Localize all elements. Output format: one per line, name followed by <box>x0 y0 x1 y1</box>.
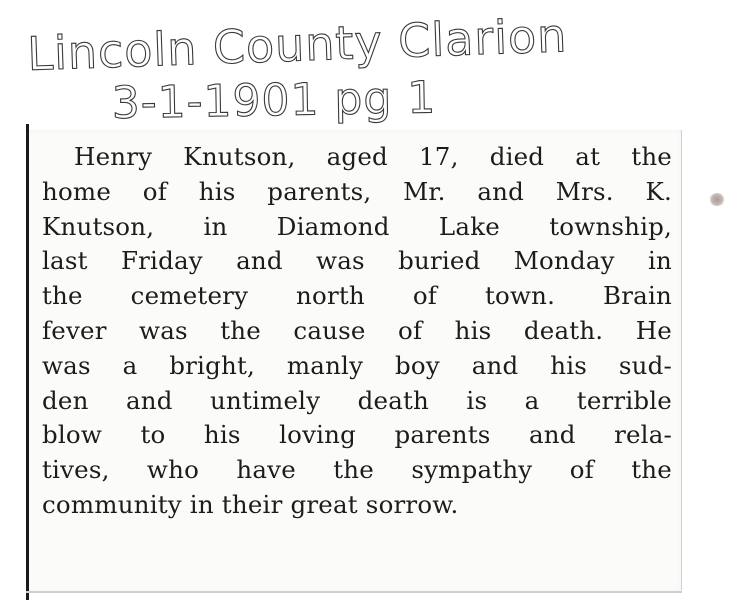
clipping-right-edge <box>681 130 682 590</box>
article-line: community in their great sorrow. <box>42 489 459 519</box>
handwritten-date-page: 3-1-1901 pg 1 <box>111 72 437 129</box>
clipping-bottom-edge <box>26 591 682 593</box>
paper-speck <box>709 193 725 206</box>
article-line: fever was the cause of his death. He <box>42 315 672 345</box>
article-line: Knutson, in Diamond Lake township, <box>42 211 672 241</box>
article-line: tives, who have the sympathy of the <box>42 455 672 485</box>
article-line: the cemetery north of town. Brain <box>42 281 672 311</box>
article-line: blow to his loving parents and rela- <box>42 420 672 450</box>
obituary-article <box>42 140 672 523</box>
article-line: home of his parents, Mr. and Mrs. K. <box>42 176 672 206</box>
article-line: den and untimely death is a terrible <box>42 385 672 415</box>
article-line: was a bright, manly boy and his sud- <box>42 350 672 380</box>
article-line: last Friday and was buried Monday in <box>42 246 672 276</box>
clipping-left-edge <box>26 124 29 600</box>
handwritten-annotation <box>0 0 752 130</box>
article-line: Henry Knutson, aged 17, died at the <box>74 142 672 171</box>
handwritten-newspaper-name: Lincoln County Clarion <box>26 8 569 81</box>
